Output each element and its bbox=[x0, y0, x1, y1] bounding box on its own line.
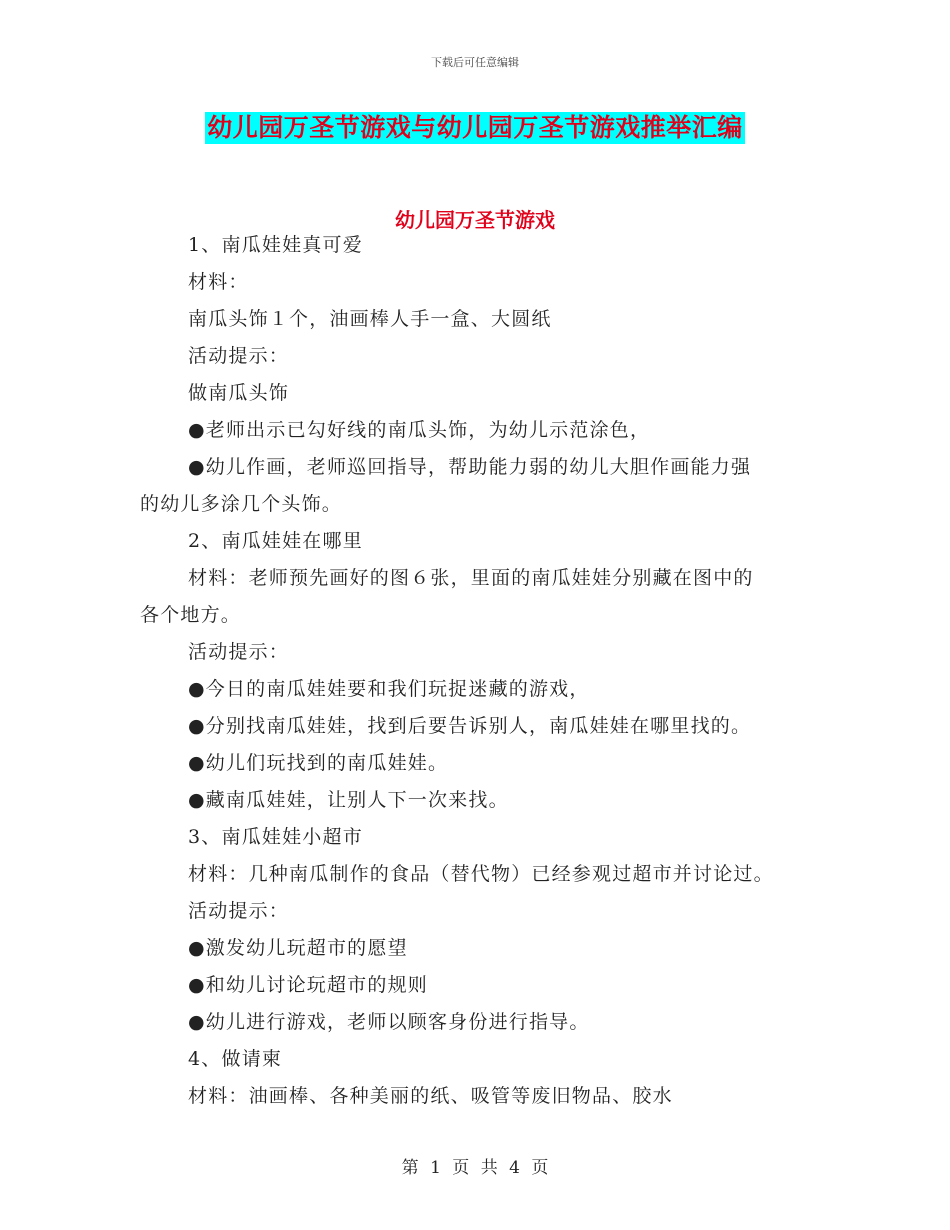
paragraph-line: ●今日的南瓜娃娃要和我们玩捉迷藏的游戏， bbox=[188, 678, 590, 700]
paragraph-line: 活动提示： bbox=[188, 641, 290, 663]
paragraph-line: 材料： bbox=[188, 271, 249, 293]
paragraph-line: 2、南瓜娃娃在哪里 bbox=[188, 530, 363, 552]
paragraph-line: ●和幼儿讨论玩超市的规则 bbox=[188, 974, 428, 996]
paragraph-line: 3、南瓜娃娃小超市 bbox=[188, 826, 363, 848]
paragraph-line: ●幼儿们玩找到的南瓜娃娃。 bbox=[188, 752, 449, 774]
paragraph-line: 1、南瓜娃娃真可爱 bbox=[188, 234, 363, 256]
document-title bbox=[0, 112, 950, 144]
paragraph-line: 各个地方。 bbox=[140, 604, 242, 626]
section-title: 幼儿园万圣节游戏 bbox=[395, 208, 555, 232]
paragraph-line: 活动提示： bbox=[188, 345, 290, 367]
page-footer: 第 1 页 共 4 页 bbox=[401, 1158, 549, 1178]
paragraph-line: 材料：几种南瓜制作的食品（替代物）已经参观过超市并讨论过。 bbox=[188, 863, 774, 885]
paragraph-line: 活动提示： bbox=[188, 900, 290, 922]
paragraph-line: 做南瓜头饰 bbox=[188, 382, 290, 404]
paragraph-line: ●老师出示已勾好线的南瓜头饰，为幼儿示范涂色， bbox=[188, 419, 651, 441]
document-title-text: 幼儿园万圣节游戏与幼儿园万圣节游戏推举汇编 bbox=[207, 113, 743, 142]
paragraph-line: 的幼儿多涂几个头饰。 bbox=[140, 493, 343, 515]
paragraph-line: ●藏南瓜娃娃，让别人下一次来找。 bbox=[188, 789, 509, 811]
paragraph-line: 4、做请柬 bbox=[188, 1048, 283, 1070]
document-body bbox=[140, 227, 820, 1115]
paragraph-line: ●分别找南瓜娃娃，找到后要告诉别人，南瓜娃娃在哪里找的。 bbox=[188, 715, 752, 737]
paragraph-line: 材料：老师预先画好的图６张，里面的南瓜娃娃分别藏在图中的 bbox=[188, 567, 754, 589]
paragraph-line: 材料：油画棒、各种美丽的纸、吸管等废旧物品、胶水 bbox=[188, 1085, 673, 1107]
paragraph-line: ●激发幼儿玩超市的愿望 bbox=[188, 937, 408, 959]
header-note: 下载后可任意编辑 bbox=[431, 56, 519, 69]
paragraph-line: ●幼儿进行游戏，老师以顾客身份进行指导。 bbox=[188, 1011, 590, 1033]
paragraph-line: 南瓜头饰１个，油画棒人手一盒、大圆纸 bbox=[188, 308, 552, 330]
paragraph-line: ●幼儿作画，老师巡回指导，帮助能力弱的幼儿大胆作画能力强 bbox=[188, 456, 752, 478]
